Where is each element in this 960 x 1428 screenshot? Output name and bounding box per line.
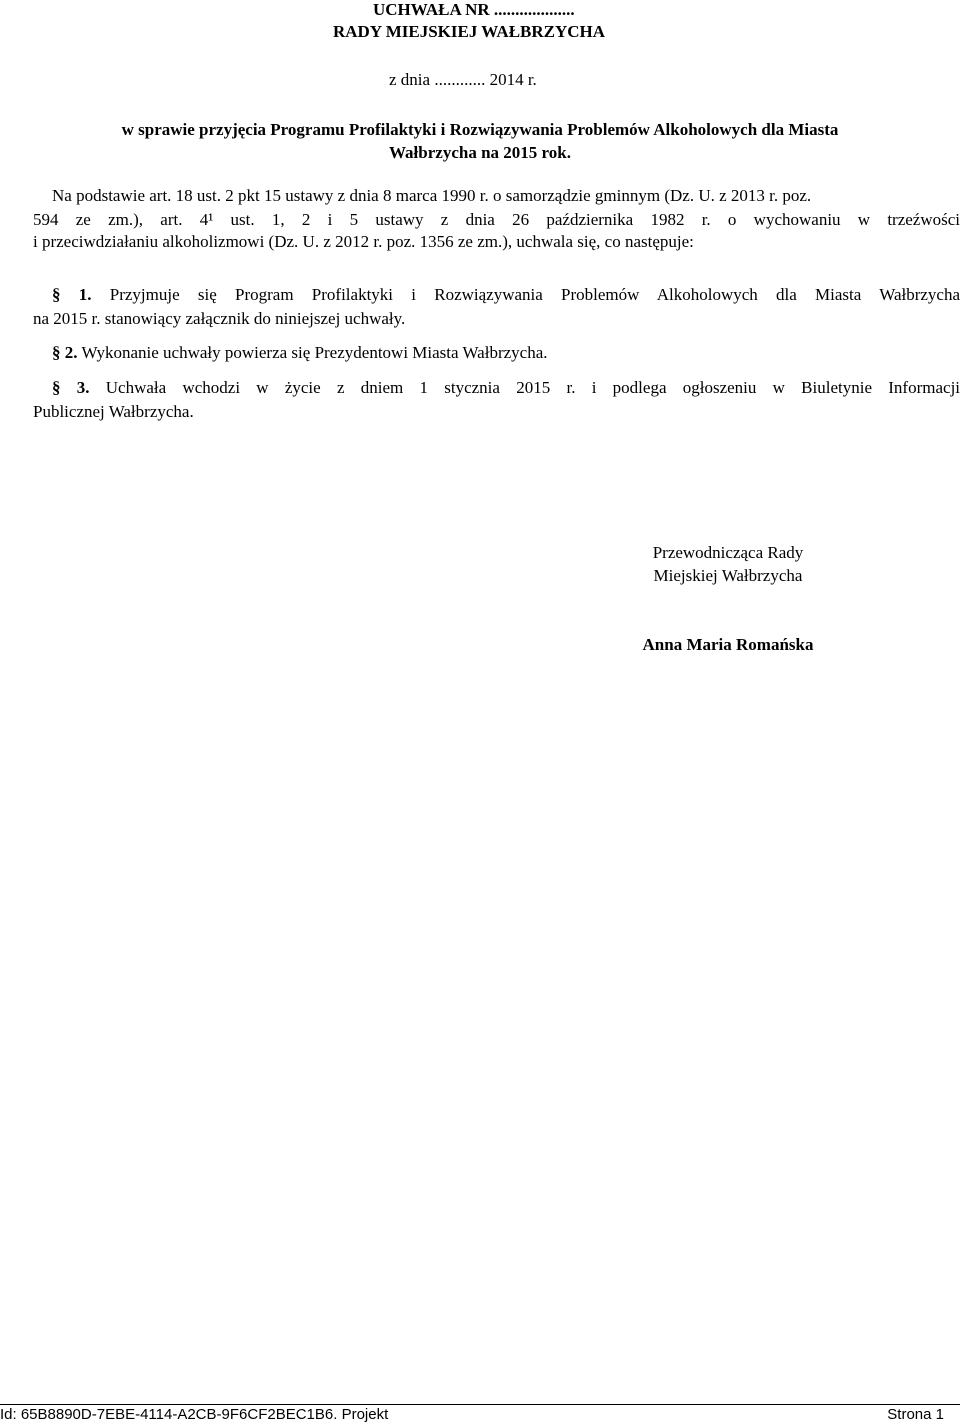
signature-role-line-2: Miejskiej Wałbrzycha	[653, 566, 803, 585]
section-1-number: § 1.	[52, 285, 92, 304]
section-2-text: Wykonanie uchwały powierza się Prezydentowi Miasta Wałbrzycha.	[81, 343, 548, 362]
subject-line-1: w sprawie przyjęcia Programu Profilaktyki i Rozwiązywania Problemów Alkoholowych dla Miasta	[121, 120, 839, 139]
section-3-line-2: Publicznej Wałbrzycha.	[33, 402, 194, 421]
section-1-text: Przyjmuje się Program Profilaktyki i Rozwiązywania Problemów Alkoholowych dla Miasta Wałbrzycha	[109, 285, 960, 304]
resolution-date: z dnia ............ 2014 r.	[389, 70, 537, 89]
section-1-line-2: na 2015 r. stanowiący załącznik do niniejszej uchwały.	[33, 309, 406, 328]
council-name: RADY MIEJSKIEJ WAŁBRZYCHA	[333, 22, 606, 41]
preamble-line-3: i przeciwdziałaniu alkoholizmowi (Dz. U. z 2012 r. poz. 1356 ze zm.), uchwala się, co następuje:	[33, 232, 694, 251]
signature-role-line-1: Przewodnicząca Rady	[652, 543, 804, 562]
section-1-line-1	[52, 285, 960, 305]
section-3-number: § 3.	[52, 378, 90, 397]
signatory-name: Anna Maria Romańska	[642, 635, 814, 654]
resolution-title: UCHWAŁA NR ...................	[373, 0, 575, 19]
section-3-text: Uchwała wchodzi w życie z dniem 1 stycznia 2015 r. i podlega ogłoszeniu w Biuletynie Informacji	[105, 378, 960, 397]
section-2	[52, 343, 548, 363]
section-3-line-1	[52, 378, 960, 398]
footer-divider	[0, 1404, 960, 1405]
preamble-line-1: Na podstawie art. 18 ust. 2 pkt 15 ustawy z dnia 8 marca 1990 r. o samorządzie gminnym (Dz. U. z 2013 r. poz.	[52, 186, 812, 205]
document-id: Id: 65B8890D-7EBE-4114-A2CB-9F6CF2BEC1B6. Projekt	[0, 1406, 389, 1423]
subject-line-2: Wałbrzycha na 2015 rok.	[389, 143, 571, 162]
page-number: Strona 1	[887, 1406, 944, 1423]
preamble-line-2: 594 ze zm.), art. 4¹ ust. 1, 2 i 5 ustawy z dnia 26 października 1982 r. o wychowaniu w trzeźwości	[33, 210, 960, 229]
section-2-number: § 2.	[52, 343, 78, 362]
